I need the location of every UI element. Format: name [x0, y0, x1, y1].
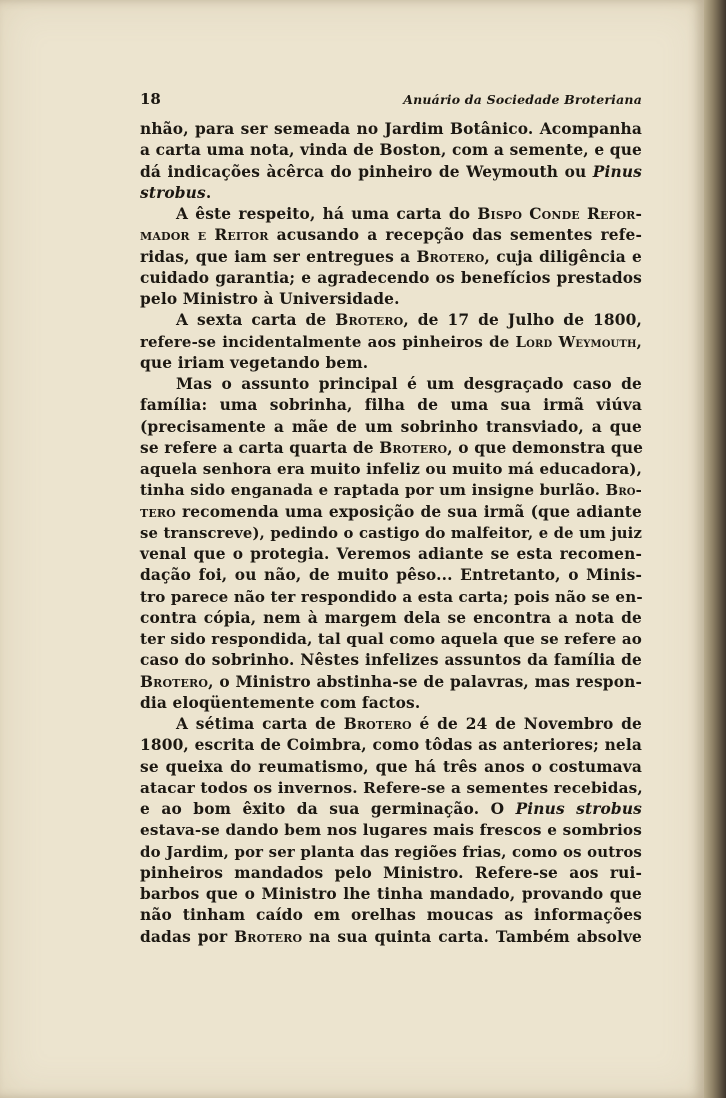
text-run: e ao bom êxito da sua germinação. O: [140, 800, 516, 818]
text-run: tro parece não ter respondido a esta carta; pois não se en-: [140, 587, 643, 606]
text-run: dia eloqüentemente com factos.: [140, 693, 421, 712]
text-line: [140, 778, 642, 799]
text-run: aquela senhora era muito infeliz ou muito má educadora),: [140, 460, 642, 478]
text-run: , de 17 de Julho de 1800,: [403, 311, 642, 330]
text-run: pinheiros mandados pelo Ministro. Refere-se aos rui-: [140, 863, 642, 882]
text-line: [140, 395, 642, 416]
italic-term: Pinus: [592, 162, 642, 181]
text-run: (precisamente a mãe de um sobrinho transviado, a que: [140, 417, 642, 436]
text-run: do Jardim, por ser planta das regiões frias, como os outros: [140, 842, 642, 861]
body-text: [140, 119, 642, 948]
text-run: A sétima carta de: [176, 715, 344, 733]
text-line: [140, 757, 642, 778]
small-caps-name: tero: [140, 502, 176, 521]
text-run: , o que demonstra que: [447, 438, 644, 457]
text-run: , o Ministro abstinha-se de palavras, mas respon-: [208, 672, 642, 691]
text-line: [140, 842, 642, 863]
text-line: [140, 693, 642, 714]
small-caps-name: Bro-: [605, 481, 642, 500]
italic-term: strobus: [140, 183, 206, 202]
small-caps-name: Brotero: [416, 247, 485, 266]
text-run: família: uma sobrinha, filha de uma sua irmã viúva: [140, 396, 642, 415]
text-line: [140, 863, 642, 884]
text-run: A sexta carta de: [176, 311, 336, 330]
text-run: , cuja diligência e: [484, 247, 642, 266]
text-run: se queixa do reumatismo, que há três anos o costumava: [140, 757, 642, 776]
text-line: [140, 523, 642, 544]
small-caps-name: Brotero: [140, 672, 209, 691]
text-run: atacar todos os invernos. Refere-se a sementes recebidas,: [140, 778, 643, 797]
text-run: recomenda uma exposição de sua irmã (que adiante: [175, 502, 642, 521]
text-line: [140, 820, 642, 841]
text-line: [140, 119, 642, 140]
text-run: venal que o protegia. Veremos adiante se esta recomen-: [140, 545, 642, 563]
small-caps-name: Brotero: [343, 715, 412, 733]
text-run: caso do sobrinho. Nêstes infelizes assuntos da família de: [140, 651, 642, 670]
text-line: [140, 438, 642, 459]
text-run: estava-se dando bem nos lugares mais frescos e sombrios: [140, 821, 642, 840]
text-line: [140, 332, 642, 353]
text-line: [140, 268, 642, 289]
text-line: [140, 905, 642, 926]
text-line: [140, 927, 642, 948]
text-run: é de 24 de Novembro de: [411, 715, 642, 733]
page-edge: [704, 0, 726, 1098]
small-caps-name: mador e Reitor: [140, 226, 269, 245]
text-line: [140, 204, 642, 225]
text-run: não tinham caído em orelhas moucas as informações: [140, 906, 642, 925]
text-run: pelo Ministro à Universidade.: [140, 290, 400, 308]
text-line: [140, 629, 642, 650]
small-caps-name: Brotero: [379, 438, 448, 457]
text-run: ridas, que iam ser entregues a: [140, 247, 417, 266]
text-run: se refere a carta quarta de: [140, 438, 380, 457]
text-run: ter sido respondida, tal qual como aquela que se refere ao: [140, 630, 642, 648]
text-line: [140, 183, 642, 204]
small-caps-name: Lord Weymouth: [515, 332, 637, 351]
text-run: dadas por: [140, 927, 235, 946]
italic-term: Pinus strobus: [515, 800, 642, 818]
text-run: dá indicações àcêrca do pinheiro de Weymouth ou: [140, 162, 593, 181]
running-title: Anuário da Sociedade Broteriana: [403, 92, 642, 107]
text-run: refere-se incidentalmente aos pinheiros de: [140, 332, 516, 351]
text-run: dação foi, ou não, de muito pêso... Entretanto, o Minis-: [140, 566, 642, 585]
small-caps-name: Brotero: [335, 311, 404, 330]
text-run: nhão, para ser semeada no Jardim Botânico. Acompanha: [140, 120, 642, 138]
small-caps-name: Bispo Conde Refor-: [477, 205, 643, 223]
text-run: a carta uma nota, vinda de Boston, com a semente, e que: [140, 141, 642, 160]
text-run: se transcreve), pedindo o castigo do malfeitor, e de um juiz: [140, 524, 642, 542]
text-line: [140, 417, 642, 438]
text-line: [140, 310, 642, 331]
text-line: [140, 650, 642, 671]
text-run: Mas o assunto principal é um desgraçado caso de: [176, 375, 642, 393]
text-run: acusando a recepção das sementes refe-: [268, 226, 643, 245]
text-line: [140, 587, 642, 608]
text-line: [140, 459, 642, 480]
text-line: [140, 162, 642, 183]
text-line: [140, 672, 642, 693]
text-line: [140, 289, 642, 310]
text-line: [140, 247, 642, 268]
text-run: .: [205, 183, 212, 202]
text-line: [140, 544, 642, 565]
text-line: [140, 140, 642, 161]
text-line: [140, 502, 642, 523]
text-line: [140, 353, 642, 374]
text-run: A êste respeito, há uma carta do: [176, 205, 478, 223]
text-run: que iriam vegetando bem.: [140, 353, 369, 372]
text-run: contra cópia, nem à margem dela se encontra a nota de: [140, 608, 642, 627]
page-number: 18: [140, 90, 161, 108]
text-line: [140, 714, 642, 735]
text-line: [140, 884, 642, 905]
text-run: ,: [636, 332, 642, 351]
text-line: [140, 608, 642, 629]
small-caps-name: Brotero: [234, 927, 303, 946]
page-header: [140, 90, 642, 108]
text-line: [140, 799, 642, 820]
text-run: 1800, escrita de Coimbra, como tôdas as anteriores; nela: [140, 736, 642, 755]
text-run: tinha sido enganada e raptada por um insigne burlão.: [140, 481, 606, 500]
text-line: [140, 565, 642, 586]
text-line: [140, 225, 642, 246]
text-run: barbos que o Ministro lhe tinha mandado, provando que: [140, 885, 642, 903]
text-line: [140, 735, 642, 756]
text-line: [140, 480, 642, 501]
text-run: na sua quinta carta. Também absolve: [302, 927, 642, 946]
text-run: cuidado garantia; e agradecendo os benefícios prestados: [140, 268, 642, 287]
text-line: [140, 374, 642, 395]
